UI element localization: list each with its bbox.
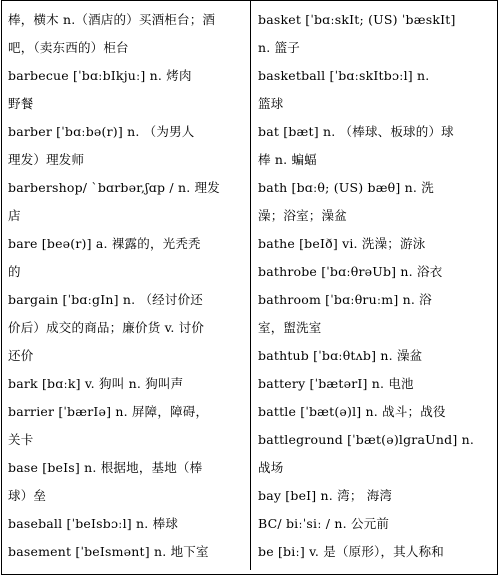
entry-line: 吧，（卖东西的）柜台 bbox=[8, 40, 129, 55]
entry-line: 理发）理发师 bbox=[8, 152, 85, 167]
entry-line: battleground [ˈbæt(ə)lgraUnd] n. bbox=[258, 432, 475, 447]
entry-line: bark [bɑːk] v. 狗叫 n. 狗叫声 bbox=[8, 376, 184, 391]
entry-line: baseball [ˈbeIsbɔːl] n. 棒球 bbox=[8, 516, 179, 531]
entry-line: n. 篮子 bbox=[258, 40, 300, 55]
entry-line: bathe [beIð] vi. 洗澡；游泳 bbox=[258, 236, 426, 251]
entry-line: 澡；浴室；澡盆 bbox=[258, 208, 347, 223]
entry-line: bathrobe [ˈbɑːθrəUb] n. 浴衣 bbox=[258, 264, 443, 279]
entry-line: 还价 bbox=[8, 348, 34, 363]
entry-line: 关卡 bbox=[8, 432, 34, 447]
entry-line: basketball [ˈbɑːskItbɔːl] n. bbox=[258, 68, 430, 83]
entry-line: BC/ biːˈsiː / n. 公元前 bbox=[258, 516, 390, 531]
entry-line: bat [bæt] n. （棒球、板球的）球 bbox=[258, 124, 454, 139]
entry-line: bare [beə(r)] a. 裸露的，光秃秃 bbox=[8, 236, 201, 251]
entry-line: bath [bɑːθ; (US) bæθ] n. 洗 bbox=[258, 180, 434, 195]
entry-line: 球）垒 bbox=[8, 488, 47, 503]
entry-line: basement [ˈbeIsmənt] n. 地下室 bbox=[8, 544, 209, 559]
entry-line: bathtub [ˈbɑːθtʌb] n. 澡盆 bbox=[258, 348, 423, 363]
entry-line: bargain [ˈbɑːgIn] n. （经讨价还 bbox=[8, 292, 203, 307]
entry-line: barrier [ˈbærIə] n. 屏障，障碍， bbox=[8, 404, 209, 419]
left-column bbox=[8, 6, 246, 566]
entry-line: 野餐 bbox=[8, 96, 34, 111]
entry-line: 室，盥洗室 bbox=[258, 320, 322, 335]
column-divider bbox=[250, 0, 251, 570]
entry-line: bay [beI] n. 湾； 海湾 bbox=[258, 488, 393, 503]
entry-line: base [beIs] n. 根据地，基地（棒 bbox=[8, 460, 203, 475]
entry-line: bathroom [ˈbɑːθruːm] n. 浴 bbox=[258, 292, 432, 307]
entry-line: 价后）成交的商品；廉价货 v. 讨价 bbox=[8, 320, 205, 335]
entry-line: battle [ˈbæt(ə)l] n. 战斗；战役 bbox=[258, 404, 446, 419]
entry-line: battery [ˈbætərI] n. 电池 bbox=[258, 376, 414, 391]
entry-line: 篮球 bbox=[258, 96, 284, 111]
entry-line: basket [ˈbɑːskIt; (US) ˈbæskIt] bbox=[258, 12, 456, 27]
entry-line: 的 bbox=[8, 264, 21, 279]
entry-line: barber [ˈbɑːbə(r)] n. （为男人 bbox=[8, 124, 195, 139]
entry-line: barbecue [ˈbɑːbIkjuː] n. 烤肉 bbox=[8, 68, 192, 83]
entry-line: 棒，横木 n.（酒店的）买酒柜台；酒 bbox=[8, 12, 216, 27]
entry-line: 战场 bbox=[258, 460, 284, 475]
right-column bbox=[258, 6, 494, 566]
entry-line: 棒 n. 蝙蝠 bbox=[258, 152, 317, 167]
entry-line: barbershop/ ˋbɑrbər,ʃɑp / n. 理发 bbox=[8, 180, 220, 195]
entry-line: be [biː] v. 是（原形），其人称和 bbox=[258, 544, 444, 559]
entry-line: 店 bbox=[8, 208, 21, 223]
